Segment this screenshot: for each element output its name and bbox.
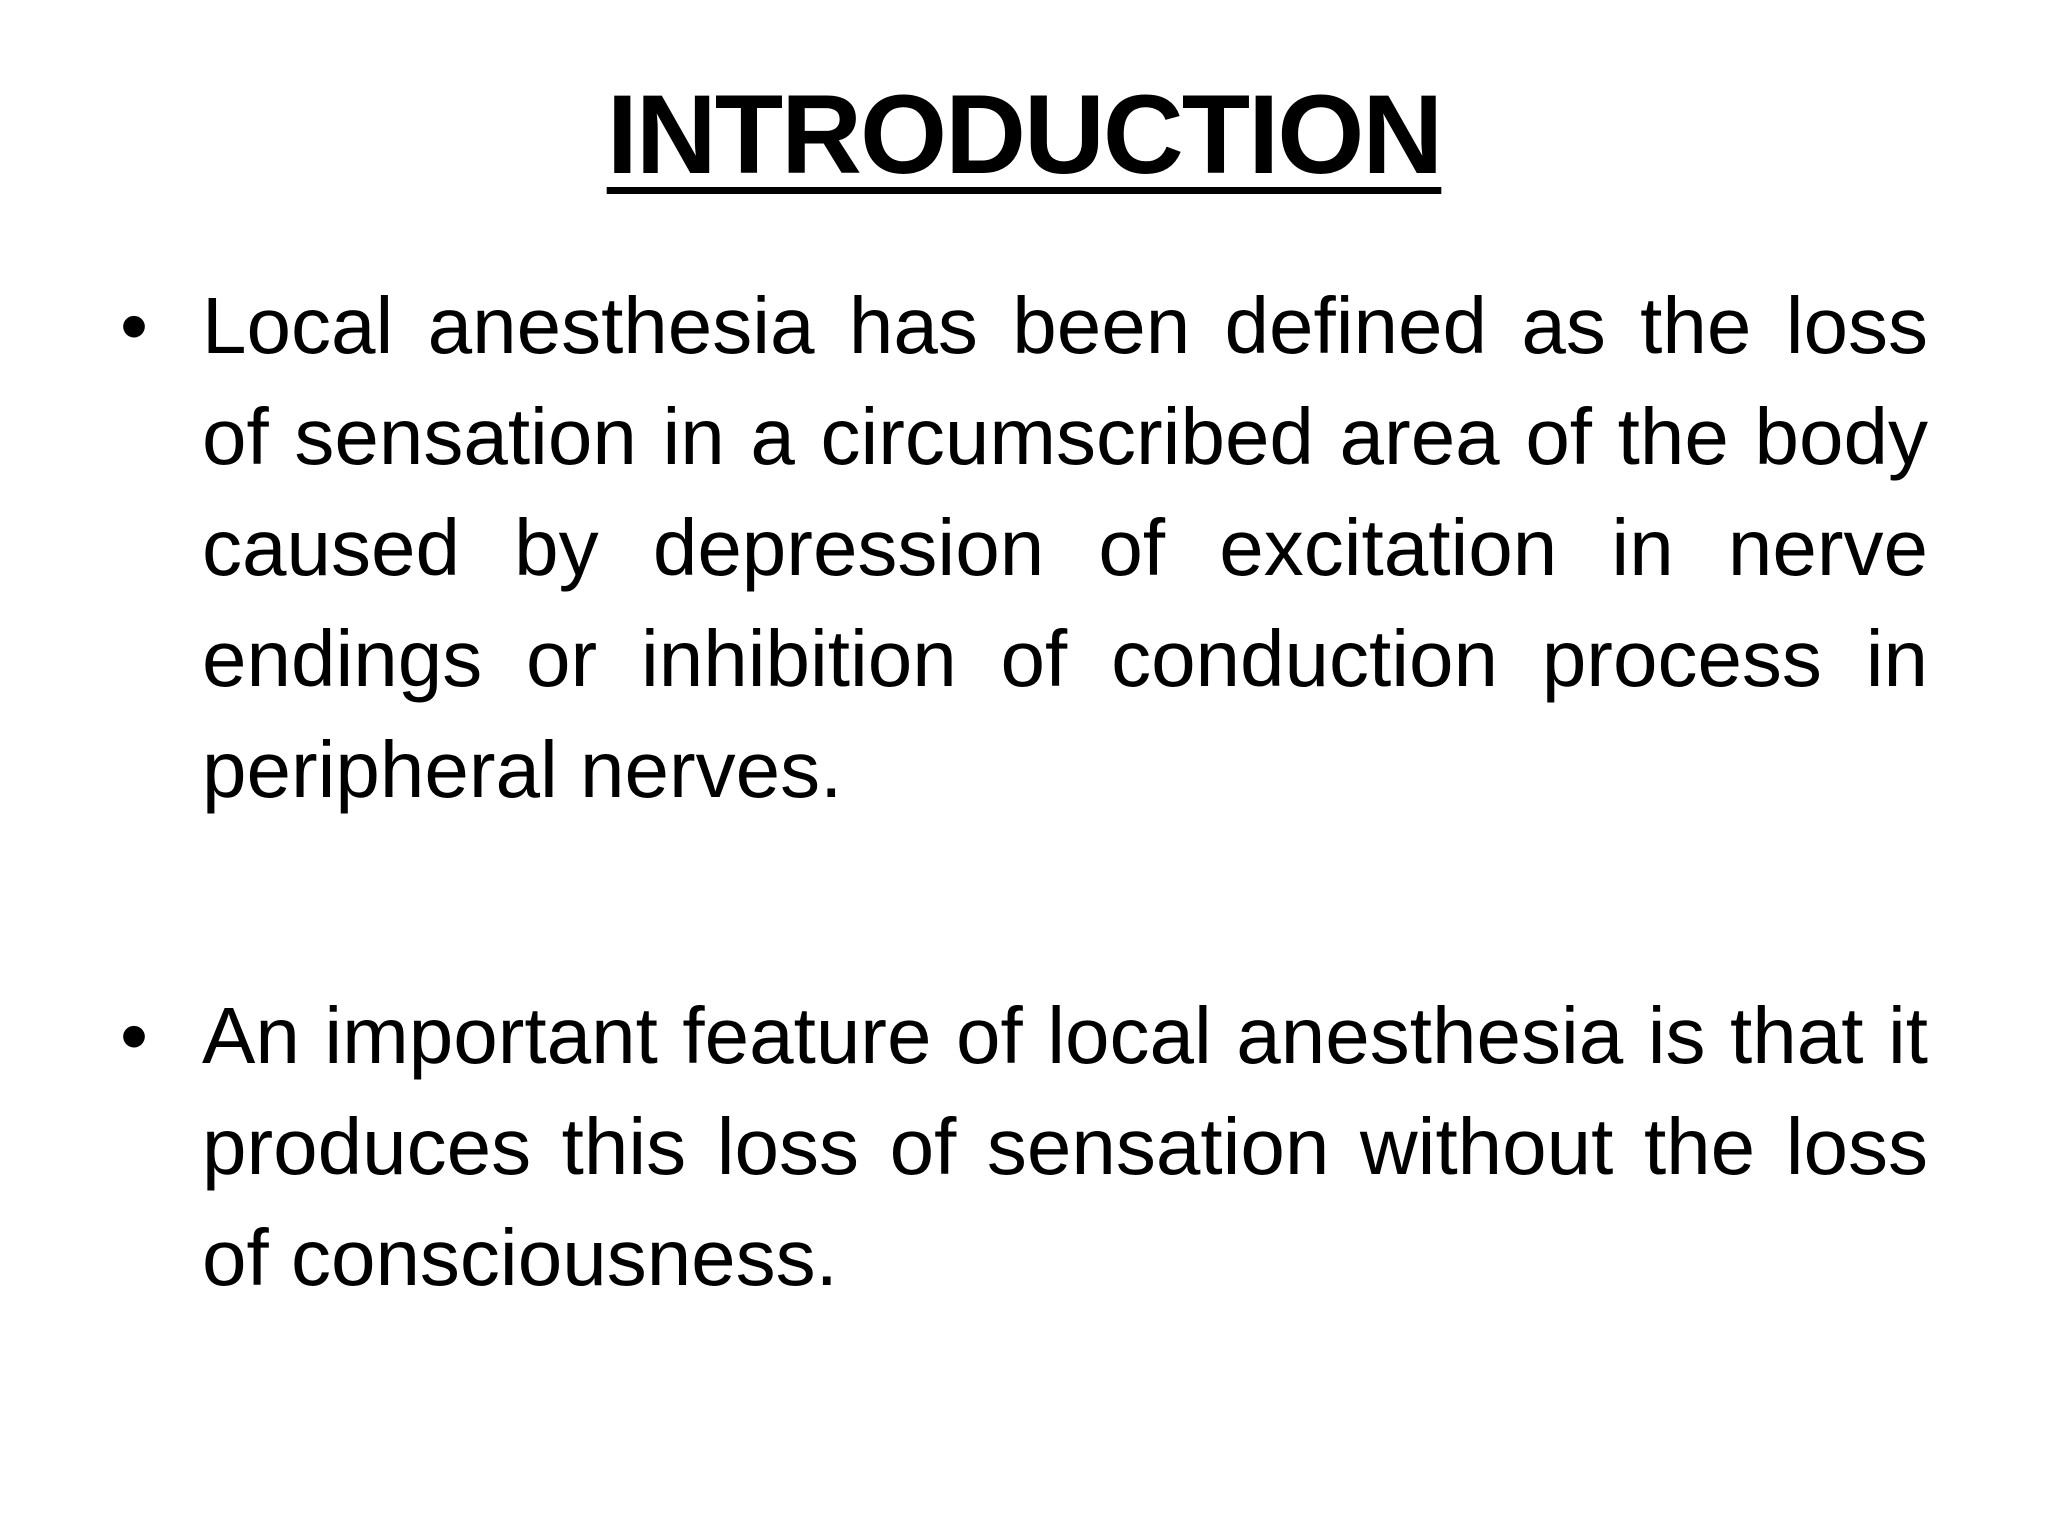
bullet-item-definition	[120, 270, 1928, 825]
bullet-dot-icon: •	[120, 281, 149, 370]
bullet-list	[120, 270, 1928, 1313]
bullet-text-definition: Local anesthesia has been defined as the loss of sensation in a circumscribed area of the body caused by depression of excitation in nerve endings or inhibition of conduction process in peripheral nerves.	[202, 281, 1928, 814]
bullet-dot-icon: •	[120, 991, 149, 1080]
slide-title: INTRODUCTION	[606, 72, 1442, 197]
bullet-item-feature	[120, 980, 1928, 1313]
bullet-text-feature: An important feature of local anesthesia is that it produces this loss of sensation without the loss of consciousness.	[202, 991, 1928, 1302]
